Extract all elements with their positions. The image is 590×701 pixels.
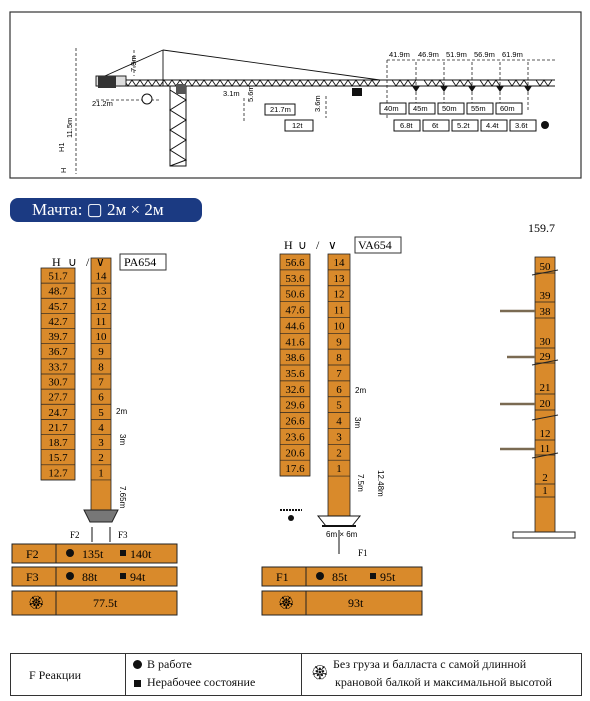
jib-length-3: 51.9m xyxy=(446,50,467,59)
slew-height: 7.9m xyxy=(129,55,138,72)
va-section-cell: 4 xyxy=(336,415,342,428)
tall-tower xyxy=(500,257,575,538)
pa-height-cell: 39.7 xyxy=(48,331,68,344)
va-f1-label: F1 xyxy=(358,548,368,558)
svg-text:/: / xyxy=(86,255,90,269)
svg-text:∨: ∨ xyxy=(96,255,105,269)
va-reaction-table xyxy=(262,567,422,615)
min-radius: 21.7m xyxy=(270,105,291,114)
va-section-cell: 2 xyxy=(336,447,342,460)
va-height-cell: 20.6 xyxy=(285,447,305,460)
f2-row-label: F2 xyxy=(26,547,39,561)
side-11: 11.5m xyxy=(65,117,74,138)
va-height-cell: 47.6 xyxy=(285,304,305,317)
pa-height-cell: 18.7 xyxy=(48,437,68,450)
radius-1: 40m xyxy=(384,104,399,113)
va-height-cell: 35.6 xyxy=(285,368,305,381)
tall-section-cell: 29 xyxy=(539,351,551,363)
va-section-cell: 9 xyxy=(336,336,342,349)
hook-offset: 3.1m xyxy=(223,89,240,98)
pa-section-cell: 9 xyxy=(98,346,104,359)
legend-note-2: крановой балкой и максимальной высотой xyxy=(335,675,552,689)
pa-width-dim: 2m xyxy=(116,407,128,416)
working-dot-icon xyxy=(133,660,142,669)
pa-height-cell: 27.7 xyxy=(48,391,68,404)
tall-section-cell: 2 xyxy=(542,472,548,484)
va-section-cell: 6 xyxy=(336,383,342,396)
idle-square-icon xyxy=(134,680,141,687)
pa-height-cell: 48.7 xyxy=(48,285,68,298)
va-height-cell: 23.6 xyxy=(285,431,305,444)
radius-4: 55m xyxy=(471,104,486,113)
va-section-cell: 3 xyxy=(336,431,342,444)
va-width-dim: 2m xyxy=(355,386,367,395)
va-sec-dim: 3m xyxy=(353,417,362,429)
trolley xyxy=(352,88,362,96)
pa-section-cell: 2 xyxy=(98,452,104,465)
tall-section-cell: 38 xyxy=(539,306,551,318)
pa654-label: PA654 xyxy=(124,255,157,269)
va-section-cell: 11 xyxy=(333,304,345,317)
tall-section-cell: 21 xyxy=(539,382,551,394)
f3-idle: 94t xyxy=(130,570,146,584)
side-h1: H1 xyxy=(57,142,66,152)
pa-reaction-table xyxy=(12,544,177,615)
va-base-dim1: 7.5m xyxy=(356,474,365,492)
va-height-cell: 17.6 xyxy=(285,463,305,476)
tall-section-cell: 1 xyxy=(542,485,548,497)
max-load: 12t xyxy=(292,121,303,130)
va-section-cell: 13 xyxy=(333,272,345,285)
pa-section-cell: 6 xyxy=(98,391,104,404)
va-height-cell: 41.6 xyxy=(285,336,305,349)
pa-total-weight: 77.5t xyxy=(93,596,118,610)
pa-section-cell: 11 xyxy=(95,315,107,328)
pa-section-cell: 5 xyxy=(98,406,104,419)
counter-jib-length: 21.2m xyxy=(92,99,113,108)
legend-idle: Нерабочее состояние xyxy=(147,675,256,689)
va-height-cell: 26.6 xyxy=(285,415,305,428)
va-section-cell: 7 xyxy=(336,368,342,381)
svg-text:🏵: 🏵 xyxy=(28,595,45,610)
va-section-cell: 14 xyxy=(333,257,345,269)
va-section-cell: 5 xyxy=(336,399,342,412)
tip-load-4: 4.4t xyxy=(486,121,499,130)
f1-working: 85t xyxy=(332,570,348,584)
tall-section-cell: 11 xyxy=(539,443,551,455)
tall-section-cell: 30 xyxy=(539,336,551,348)
va-height-cell: 32.6 xyxy=(285,383,305,396)
legend-note-1: Без груза и балласта с самой длинной xyxy=(333,657,527,671)
pa-height-cell: 51.7 xyxy=(48,270,68,283)
va-height-cell: 44.6 xyxy=(285,320,305,333)
va-height-cell: 38.6 xyxy=(285,352,305,365)
pa-height-cell: 45.7 xyxy=(48,300,68,313)
radius-5: 60m xyxy=(500,104,515,113)
tall-top-height: 159.7 xyxy=(528,221,555,235)
jib-length-1: 41.9m xyxy=(389,50,410,59)
va-section-cell: 10 xyxy=(333,320,345,333)
pa-height-cell: 36.7 xyxy=(48,346,68,359)
va-section-cell: 1 xyxy=(336,463,342,476)
mast-title: Мачта: ▢ 2м × 2м xyxy=(10,198,202,222)
f3-row-label: F3 xyxy=(26,570,39,584)
va-section-cell: 12 xyxy=(333,288,345,301)
tip-load-5: 3.6t xyxy=(515,121,528,130)
pa-base-dim: 7.65m xyxy=(118,486,127,509)
radius-3: 50m xyxy=(442,104,457,113)
pa-section-cell: 14 xyxy=(95,270,107,283)
crane-drawing-frame xyxy=(10,12,581,178)
va-foot-dim: 6m × 6m xyxy=(326,530,358,539)
pa-height-cell: 30.7 xyxy=(48,376,68,389)
va-total-weight: 93t xyxy=(348,596,364,610)
f3-working: 88t xyxy=(82,570,98,584)
tall-section-cell: 20 xyxy=(539,398,551,410)
trolley-drop: 3.6m xyxy=(313,95,322,112)
va-header-h: H xyxy=(284,238,293,252)
jib-length-2: 46.9m xyxy=(418,50,439,59)
pa-height-cell: 15.7 xyxy=(48,452,68,465)
pa-section-cell: 3 xyxy=(98,437,104,450)
legend xyxy=(10,653,582,696)
pa-height-cell: 42.7 xyxy=(48,315,68,328)
f2-idle: 140t xyxy=(130,547,152,561)
radius-2: 45m xyxy=(413,104,428,113)
pa-height-cell: 21.7 xyxy=(48,421,68,434)
side-h: H xyxy=(59,167,68,173)
tip-load-3: 5.2t xyxy=(457,121,470,130)
pa-section-cell: 12 xyxy=(95,300,107,313)
tip-load-1: 6.8t xyxy=(400,121,413,130)
va-height-cell: 50.6 xyxy=(285,288,305,301)
va-height-cell: 53.6 xyxy=(285,272,305,285)
svg-text:∪: ∪ xyxy=(298,238,307,252)
f1-row-label: F1 xyxy=(276,570,289,584)
pa-f3-label: F3 xyxy=(118,530,128,540)
pa-section-cell: 4 xyxy=(98,421,104,434)
legend-reactions: F Реакции xyxy=(29,668,82,682)
crane-weight-icon: 🏵 xyxy=(311,666,329,681)
tip-load-2: 6t xyxy=(432,121,439,130)
va-base-dim2: 12.48m xyxy=(376,470,385,497)
pa-section-cell: 1 xyxy=(98,467,104,480)
jib-depth: 5.6m xyxy=(246,85,255,102)
pa-f2-label: F2 xyxy=(70,530,80,540)
cab xyxy=(176,84,186,94)
pa-section-cell: 7 xyxy=(98,376,104,389)
pa-height-cell: 24.7 xyxy=(48,406,68,419)
legend-working: В работе xyxy=(147,657,192,671)
va-section-cell: 8 xyxy=(336,352,342,365)
va-height-cell: 56.6 xyxy=(285,257,305,269)
tall-section-cell: 12 xyxy=(539,428,551,440)
pa-section-cell: 10 xyxy=(95,331,107,344)
pa-height-cell: 12.7 xyxy=(48,467,68,480)
f1-idle: 95t xyxy=(380,570,396,584)
pa-sec-dim: 3m xyxy=(118,434,127,446)
svg-text:∨: ∨ xyxy=(328,238,337,252)
pa-section-cell: 8 xyxy=(98,361,104,374)
va654-label: VA654 xyxy=(358,238,392,252)
pa-section-cell: 13 xyxy=(95,285,107,298)
f2-working: 135t xyxy=(82,547,104,561)
svg-text:🏵: 🏵 xyxy=(278,595,295,610)
va-height-cell: 29.6 xyxy=(285,399,305,412)
pa-height-cell: 33.7 xyxy=(48,361,68,374)
tall-section-cell: 50 xyxy=(539,261,551,273)
svg-text:/: / xyxy=(316,238,320,252)
tall-section-cell: 39 xyxy=(539,290,551,302)
jib-length-5: 61.9m xyxy=(502,50,523,59)
jib-length-4: 56.9m xyxy=(474,50,495,59)
counterweight xyxy=(98,76,116,88)
svg-text:∪: ∪ xyxy=(68,255,77,269)
pa-header-h: H xyxy=(52,255,61,269)
